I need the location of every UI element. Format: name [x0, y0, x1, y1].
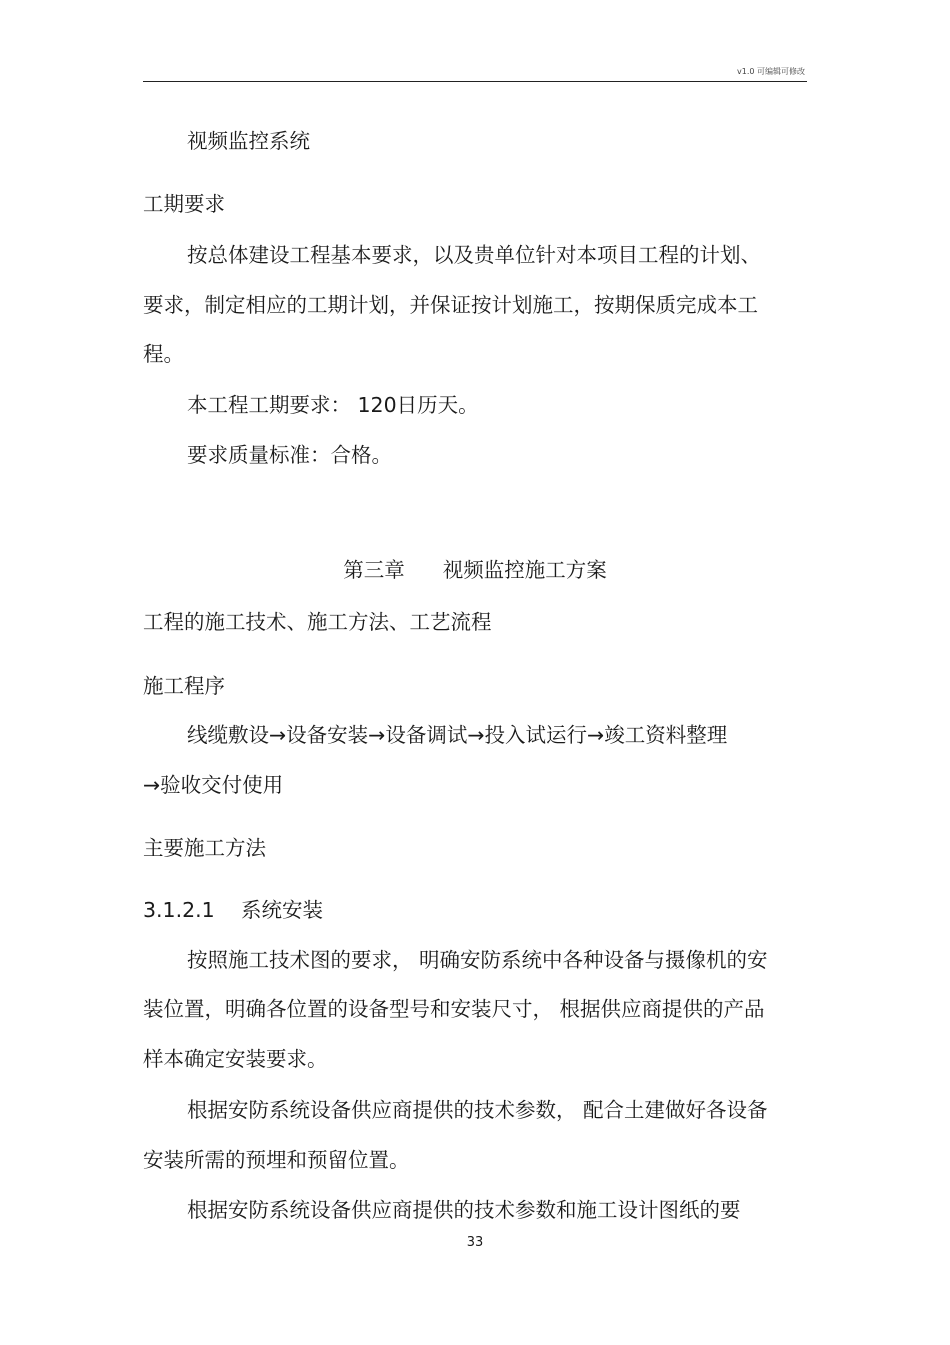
page-number: 33: [466, 1235, 484, 1250]
quality-requirement: 要求质量标准：合格。: [187, 443, 392, 467]
chapter-title: 视频监控施工方案: [442, 558, 607, 582]
methods-heading: 主要施工方法: [143, 836, 266, 860]
schedule-paragraph-line-3: 程。: [143, 342, 184, 366]
paragraph-2-line-1: 根据安防系统设备供应商提供的技术参数， 配合土建做好各设备: [187, 1098, 768, 1122]
paragraph-1-line-1: 按照施工技术图的要求， 明确安防系统中各种设备与摄像机的安: [187, 948, 768, 972]
header-version-note: v1.0 可编辑可修改: [737, 67, 805, 76]
subsection-number: 3.1.2.1: [143, 898, 215, 922]
paragraph-2-line-2: 安装所需的预埋和预留位置。: [143, 1148, 410, 1172]
section-title: 视频监控系统: [187, 129, 310, 153]
technique-heading: 工程的施工技术、施工方法、工艺流程: [143, 610, 492, 634]
paragraph-1-line-3: 样本确定安装要求。: [143, 1047, 328, 1071]
paragraph-1-line-2: 装位置，明确各位置的设备型号和安装尺寸， 根据供应商提供的产品: [143, 997, 765, 1021]
header-rule: [143, 81, 807, 82]
procedure-flow-line-1: 线缆敷设→设备安装→设备调试→投入试运行→竣工资料整理: [187, 723, 728, 747]
schedule-paragraph-line-1: 按总体建设工程基本要求，以及贵单位针对本项目工程的计划、: [187, 243, 761, 267]
duration-requirement: 本工程工期要求： 120日历天。: [187, 393, 479, 417]
chapter-number: 第三章: [343, 558, 405, 582]
schedule-paragraph-line-2: 要求，制定相应的工期计划，并保证按计划施工，按期保质完成本工: [143, 293, 758, 317]
chapter-heading: [0, 557, 950, 583]
paragraph-3-line-1: 根据安防系统设备供应商提供的技术参数和施工设计图纸的要: [187, 1198, 741, 1222]
procedure-heading: 施工程序: [143, 674, 225, 698]
subsection-heading: [143, 897, 323, 923]
procedure-flow-line-2: →验收交付使用: [143, 773, 284, 797]
schedule-heading: 工期要求: [143, 192, 225, 216]
subsection-title: 系统安装: [241, 898, 323, 922]
